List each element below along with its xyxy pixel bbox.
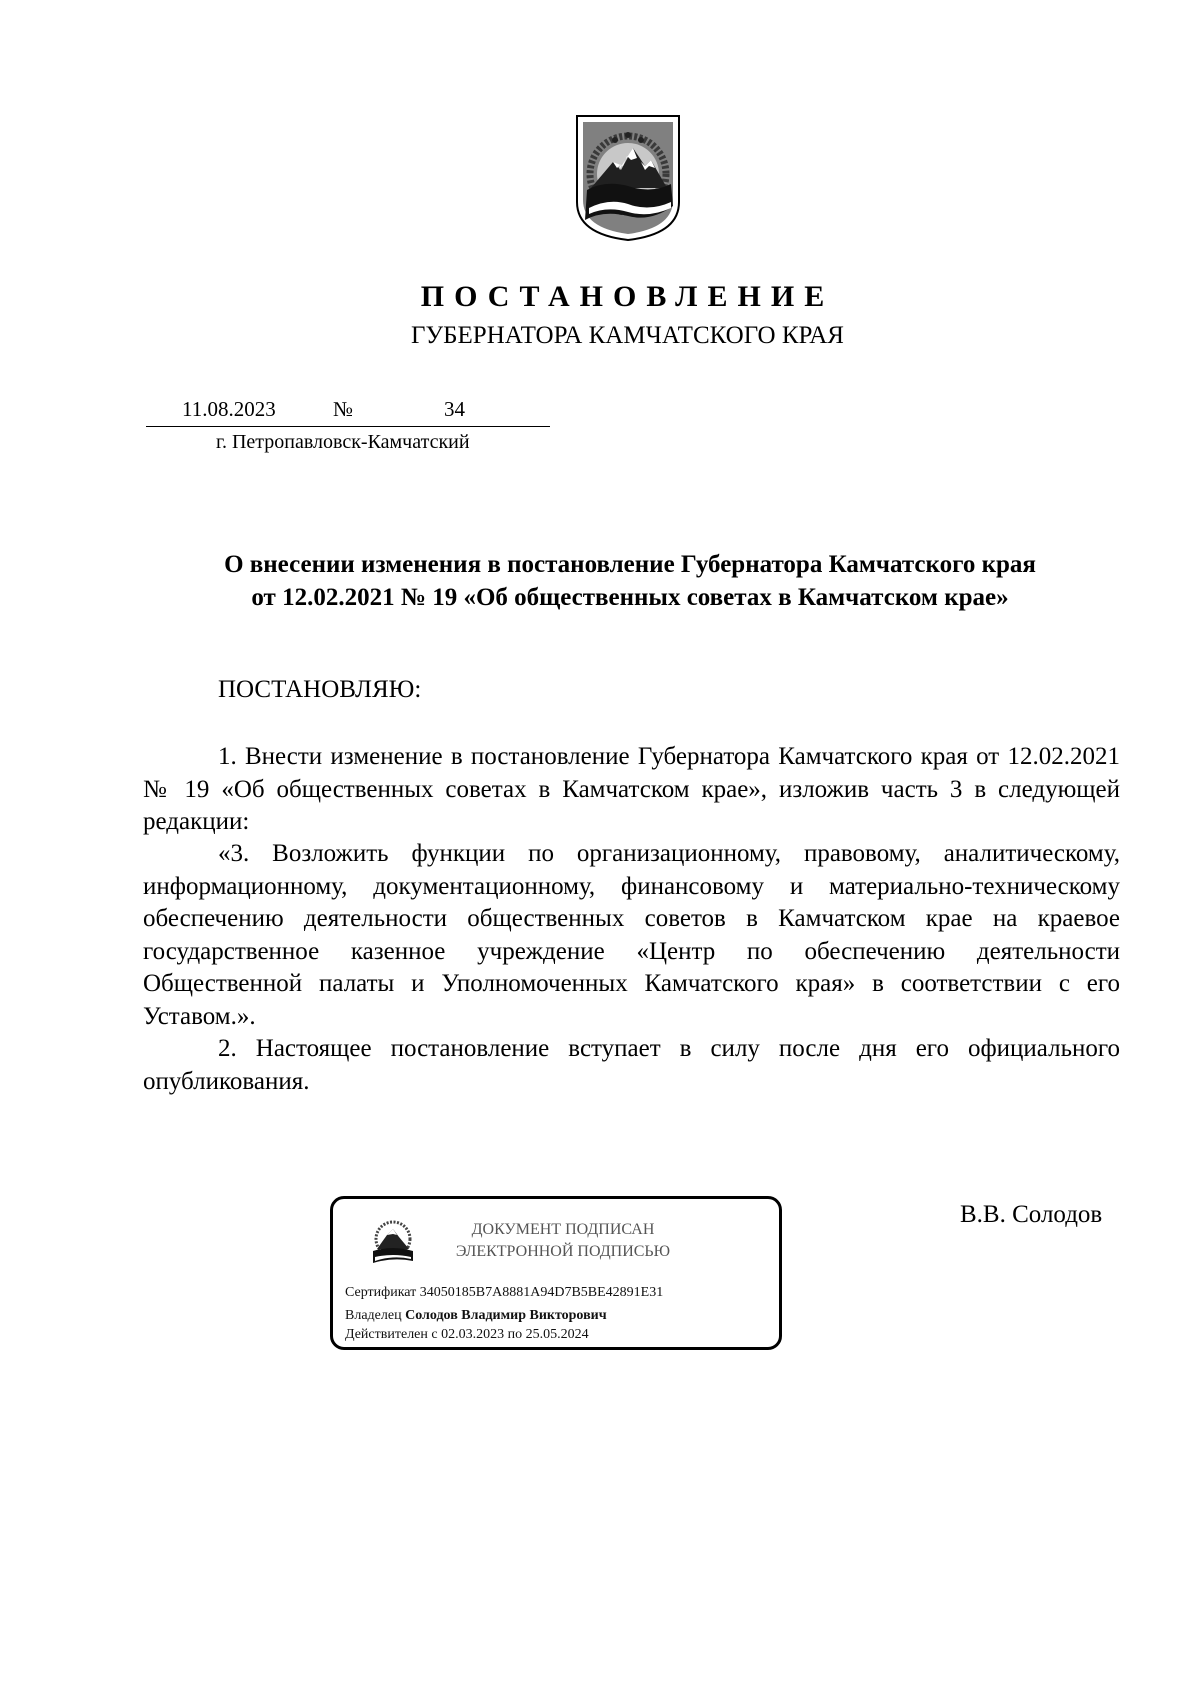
document-subtitle: ГУБЕРНАТОРА КАМЧАТСКОГО КРАЯ — [411, 322, 844, 349]
registration-line — [146, 397, 550, 427]
certificate-value: 34050185B7A8881A94D7B5BE42891E31 — [419, 1285, 664, 1300]
paragraph-3 — [143, 1033, 1120, 1098]
paragraph-1 — [143, 741, 1120, 839]
signer-name: В.В. Солодов — [960, 1201, 1103, 1228]
valid-label: Действителен с — [345, 1327, 438, 1342]
valid-from: 02.03.2023 — [441, 1327, 505, 1342]
stamp-heading — [443, 1219, 683, 1263]
stamp-heading-line-1: ДОКУМЕНТ ПОДПИСАН — [471, 1221, 655, 1238]
valid-to-label: по — [507, 1327, 523, 1342]
kamchatka-coat-of-arms-icon — [575, 114, 681, 242]
certificate-label: Сертификат — [345, 1285, 417, 1300]
subject-line-2: от 12.02.2021 № 19 «Об общественных советах в Камчатском крае» — [251, 584, 1009, 611]
subject-line-1: О внесении изменения в постановление Губернатора Камчатского края — [224, 551, 1036, 578]
stamp-validity — [345, 1327, 589, 1343]
paragraph-3-text: 2. Настоящее постановление вступает в силу после дня его официального опубликования. — [143, 1035, 1120, 1095]
registration-underline — [146, 426, 550, 427]
document-number: 34 — [444, 397, 465, 421]
number-sign: № — [333, 397, 354, 421]
document-date: 11.08.2023 — [182, 397, 276, 421]
decree-word: ПОСТАНОВЛЯЮ: — [218, 676, 422, 703]
paragraph-2 — [143, 838, 1120, 1033]
valid-to: 25.05.2024 — [525, 1327, 589, 1342]
paragraph-1-text: 1. Внести изменение в постановление Губернатора Камчатского края от 12.02.2021 № 19 «Об общественных советах в Камчатском крае», изложив часть 3 в следующей редакции: — [143, 743, 1120, 835]
owner-label: Владелец — [345, 1308, 402, 1323]
document-city: г. Петропавловск-Камчатский — [216, 431, 470, 453]
stamp-emblem-icon — [369, 1215, 417, 1273]
stamp-certificate — [345, 1285, 663, 1301]
paragraph-2-text: «3. Возложить функции по организационному, правовому, аналитическому, информационному, документационному, финансовому и материально-техническому обеспечению деятельности общественных советов в Камчатском крае на краевое государственное казенное учреждение «Центр по обеспечению деятельности Общественной палаты и Уполномоченных Камчатского края» в соответствии с его Уставом.». — [143, 840, 1120, 1030]
document-subject — [140, 548, 1120, 614]
owner-value: Солодов Владимир Викторович — [405, 1308, 607, 1323]
stamp-owner — [345, 1308, 607, 1324]
stamp-heading-line-2: ЭЛЕКТРОННОЙ ПОДПИСЬЮ — [455, 1243, 671, 1260]
electronic-signature-stamp — [330, 1196, 782, 1350]
document-title: ПОСТАНОВЛЕНИЕ — [420, 280, 835, 313]
